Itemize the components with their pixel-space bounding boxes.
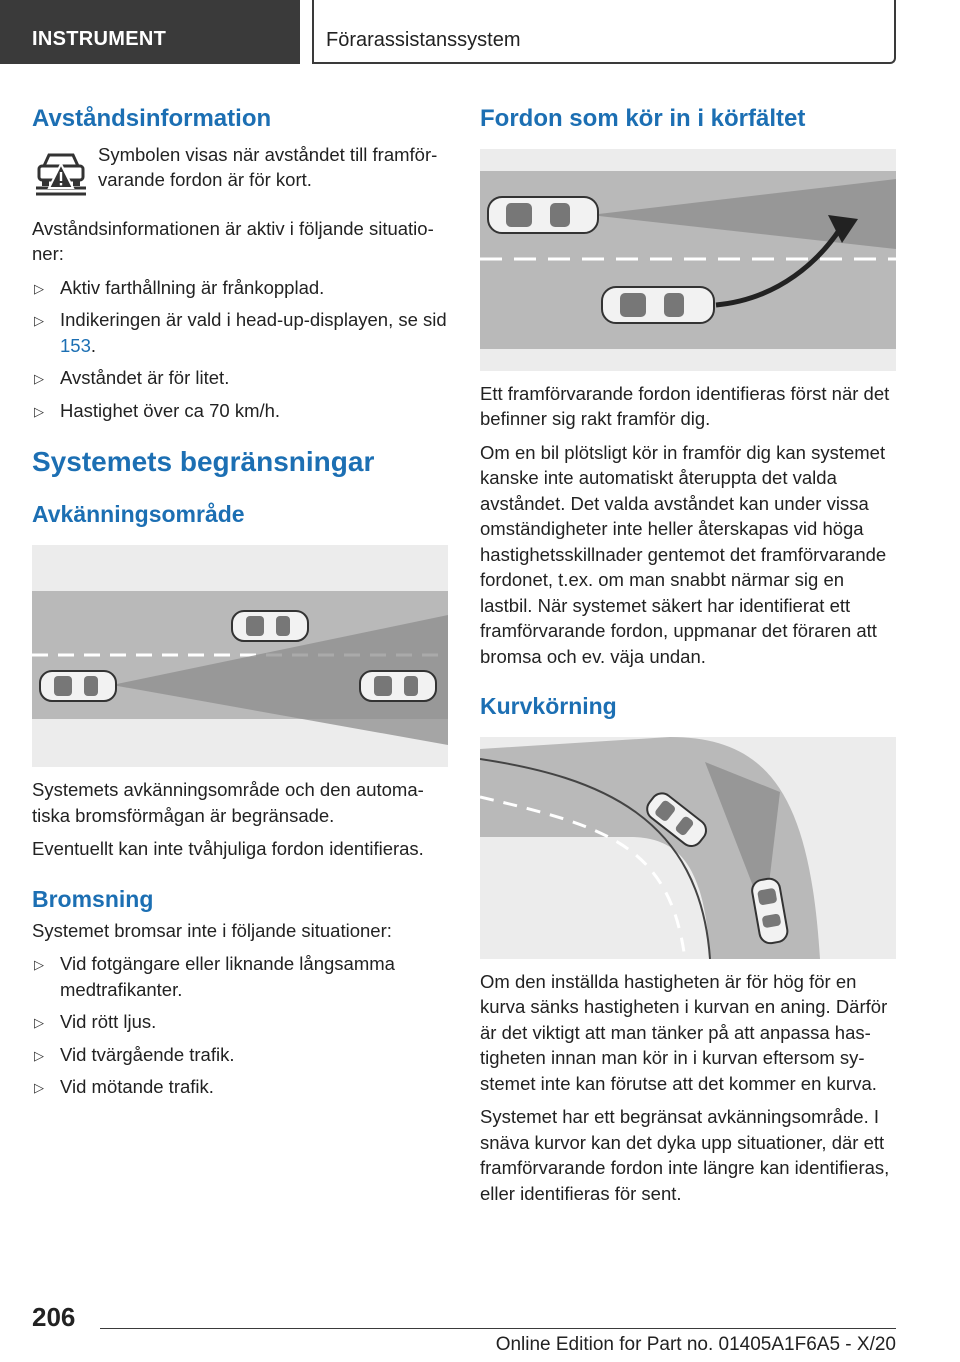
braking-intro: Systemet bromsar inte i följande situationer:: [32, 919, 392, 941]
car-ahead-same-lane: [360, 671, 436, 701]
triangle-bullet-icon: ▷: [34, 280, 44, 296]
triangle-bullet-icon: ▷: [34, 1015, 44, 1031]
chapter-tab: [312, 0, 896, 64]
distance-active-intro: Avståndsinformationen är aktiv i följande situationer:: [32, 217, 434, 265]
car-ego: [488, 197, 598, 233]
heading-distance-info: Avståndsinformation: [32, 105, 272, 132]
heading-detection-range: Avkänningsområde: [32, 500, 245, 527]
triangle-bullet-icon: ▷: [34, 371, 44, 387]
detection-range-illustration: [32, 545, 448, 767]
triangle-bullet-icon: ▷: [34, 313, 44, 329]
list-item: ▷ Indikeringen är vald i head-up-displayen, se sid 153.: [34, 309, 447, 356]
curve-text-1: Om den inställda hastigheten är för hög för en kurva sänks hastigheten i kurvan en aning. Därför är det viktigt att man tänker på att anpassa hastigheten innan man kör in i kurvan eftersom systemet inte kan förutse att det kommer en kurva.: [480, 970, 888, 1094]
detection-text-2: Eventuellt kan inte tvåhjuliga fordon identifieras.: [32, 838, 424, 860]
car-ego: [40, 671, 116, 701]
edition-footer: Online Edition for Part no. 01405A1F6A5 - X/20: [495, 1334, 896, 1355]
page-number: 206: [32, 1302, 76, 1332]
distance-symbol-block: [32, 144, 448, 202]
list-item: ▷ Vid rött ljus.: [32, 1009, 448, 1035]
cut-in-text-2: Om en bil plötsligt kör in framför dig kan systemet kanske inte automatiskt återuppta det valda avståndet. Det valda avståndet kan under vissa omständigheter inte heller återskapas vid höga hastighetsskillnader gentemot det framförvarande fordonet, t.ex. om man snabbt närmar sig en lastbil. När systemet säkert har identifierat ett framförvarande fordon, uppmanar det föraren att bromsa och ev. väja undan.: [480, 441, 887, 667]
heading-cut-in: Fordon som kör in i körfältet: [480, 105, 806, 132]
car-adjacent-lane: [232, 611, 308, 641]
distance-conditions-list: [32, 275, 448, 424]
braking-conditions-list: [32, 951, 448, 1100]
list-item: ▷ Aktiv farthållning är frånkopplad.: [32, 275, 448, 301]
heading-curve-driving: Kurvkörning: [480, 693, 617, 720]
cut-in-text-1: Ett framförvarande fordon identifieras först när det befinner sig rakt framför dig.: [480, 382, 890, 430]
triangle-bullet-icon: ▷: [34, 403, 44, 419]
list-item: ▷ Vid fotgängare eller liknande långsamma medtrafikanter.: [34, 953, 395, 1000]
section-tab: [0, 0, 300, 64]
triangle-bullet-icon: ▷: [34, 1080, 44, 1096]
heading-braking: Bromsning: [32, 885, 154, 912]
curve-driving-illustration: [480, 737, 896, 959]
list-item: ▷ Vid tvärgående trafik.: [32, 1042, 448, 1068]
list-item: ▷ Hastighet över ca 70 km/h.: [32, 398, 448, 424]
car-cutting-in: [602, 287, 714, 323]
list-item: ▷ Vid mötande trafik.: [32, 1074, 448, 1100]
distance-warning-icon: [34, 148, 88, 200]
page-reference-link[interactable]: 153: [60, 334, 91, 356]
left-column: [32, 96, 448, 1107]
triangle-bullet-icon: ▷: [34, 1047, 44, 1063]
list-item: ▷ Avståndet är för litet.: [32, 365, 448, 391]
right-column: [480, 96, 896, 1206]
distance-symbol-text: Symbolen visas när avståndet till framförvarande fordon är för kort.: [98, 143, 438, 191]
section-title: INSTRUMENT: [32, 28, 167, 50]
detection-text-1: Systemets avkänningsområde och den automatiska bromsförmågan är begränsade.: [32, 779, 424, 826]
cut-in-illustration: [480, 149, 896, 371]
footer-divider: [100, 1328, 896, 1329]
curve-text-2: Systemet har ett begränsat avkänningsområde. I snäva kurvor kan det dyka upp situationer, där ett framförvarande fordon inte längre kan identifieras, eller identifieras för sent.: [480, 1106, 890, 1204]
chapter-title: Förarassistanssystem: [326, 29, 521, 51]
heading-system-limits: Systemets begränsningar: [32, 446, 375, 478]
triangle-bullet-icon: ▷: [34, 957, 44, 973]
